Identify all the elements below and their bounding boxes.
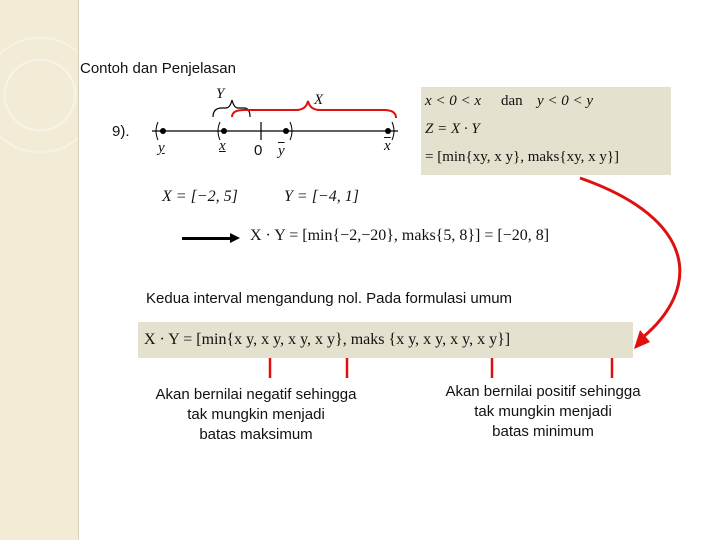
note-positive-line: tak mungkin menjadi [474,403,612,420]
interval-x: X = [−2, 5] [162,188,238,205]
note-negative-line: Akan bernilai negatif sehingga [155,386,357,403]
point-x-lower [221,128,227,134]
interval-y: Y = [−4, 1] [284,188,359,205]
product-definition: Z = X · Y [425,121,480,137]
result-arrow-head [230,233,240,243]
label-brace-y: Y [216,86,225,102]
curved-arrow [580,178,680,338]
product-formula: = [min{xy, x y}, maks{xy, x y}] [425,149,620,165]
slide-title: Contoh dan Penjelasan [80,60,236,77]
condition-y: y < 0 < y [537,93,594,109]
condition-connector: dan [501,93,523,109]
label-zero: 0 [254,142,263,159]
note-negative-line: batas maksimum [199,426,313,443]
condition-x: x < 0 < x [425,93,482,109]
conditions-box [421,87,671,175]
point-x-upper [385,128,391,134]
point-y-lower [160,128,166,134]
general-formula: X · Y = [min{x y, x y, x y, x y}, maks {x y, x y, x y, x y}] [144,331,511,348]
note-positive-line: Akan bernilai positif sehingga [445,383,641,400]
note-positive-line: batas minimum [492,423,594,440]
label-y-upper: $\overline{y}$ [278,143,285,159]
result-equation: X · Y = [min{−2,−20}, maks{5, 8}] = [−20, 8] [250,227,550,244]
note-negative [128,385,384,445]
label-brace-x: X [314,92,324,108]
general-formula-box [138,322,633,358]
point-y-upper [283,128,289,134]
explanation-text: Kedua interval mengandung nol. Pada formulasi umum [146,290,513,307]
note-positive [420,382,666,442]
label-x-lower: x [219,138,226,154]
note-negative-line: tak mungkin menjadi [187,406,325,423]
label-x-upper: $\overline{x}$ [384,138,391,154]
example-number: 9). [112,123,130,140]
label-y-lower: y [158,140,165,156]
result-arrow [182,237,232,240]
